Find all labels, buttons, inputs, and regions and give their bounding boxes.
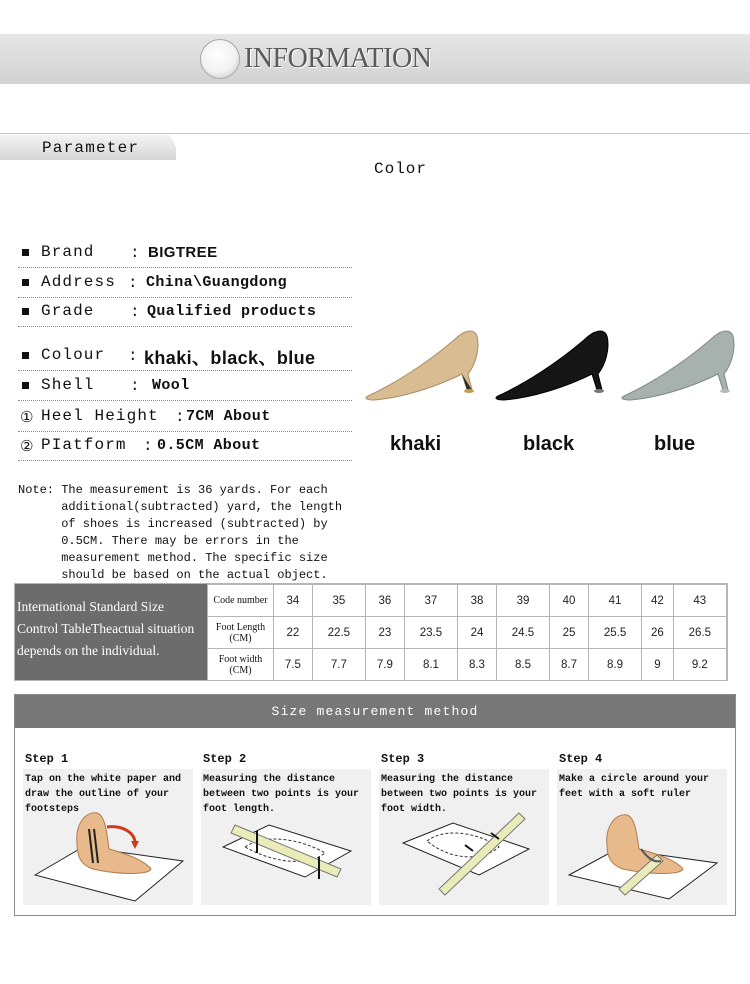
table-cell: 24.5 [496, 617, 549, 649]
banner-title: INFORMATION [244, 43, 432, 74]
spec-label: Address [41, 273, 116, 291]
spec-label: Shell [41, 376, 95, 394]
step-text: Tap on the white paper and draw the outline of your footsteps [25, 774, 182, 815]
spec-label: PIatform [41, 436, 127, 454]
spec-label: Grade [41, 302, 95, 320]
spec-separator: : [143, 437, 153, 455]
size-table-caption [15, 584, 207, 680]
spec-value: Qualified products [147, 303, 317, 320]
step-2 [201, 747, 371, 907]
step-label: Step 4 [559, 752, 603, 766]
spec-label: Heel Height [41, 407, 159, 425]
table-cell: 7.5 [274, 649, 313, 681]
color-label: Color [374, 160, 428, 178]
spec-value: China\Guangdong [146, 274, 288, 291]
table-cell: 8.1 [404, 649, 457, 681]
table-cell: 41 [588, 585, 641, 617]
step-label: Step 1 [25, 752, 69, 766]
note-line: 0.5CM. There may be errors in the [18, 534, 299, 548]
table-cell: 35 [312, 585, 365, 617]
spec-grade [18, 299, 352, 327]
shoe-khaki-image [364, 318, 482, 404]
table-cell: 37 [404, 585, 457, 617]
spec-value: BIGTREE [148, 244, 218, 261]
spec-platform [18, 433, 352, 461]
spec-separator: : [130, 244, 140, 262]
table-row [208, 649, 727, 681]
table-cell: 39 [496, 585, 549, 617]
foot-width-illustration [379, 803, 549, 903]
spec-heel-height [18, 404, 352, 432]
step-label: Step 2 [203, 752, 247, 766]
spec-value: 0.5CM About [157, 437, 261, 454]
marker-two-icon: ② [20, 437, 34, 455]
shoe-name-blue: blue [654, 433, 696, 455]
spec-address [18, 270, 352, 298]
spec-colour [18, 343, 352, 371]
shoe-black-body [496, 331, 608, 400]
table-cell: 36 [366, 585, 405, 617]
bullet-icon [22, 308, 29, 315]
step-text: Make a circle around your feet with a soft ruler [559, 774, 710, 800]
spec-value: khaki、black、blue [144, 348, 316, 368]
foot-circumference-illustration [557, 803, 727, 903]
spec-separator: : [130, 377, 140, 395]
parameter-divider [0, 133, 750, 134]
step-label: Step 3 [381, 752, 425, 766]
table-cell: 43 [673, 585, 726, 617]
measurement-method [14, 694, 736, 916]
bullet-icon [22, 279, 29, 286]
row-header: Foot width (CM) [208, 649, 274, 681]
shoe-name-khaki: khaki [390, 433, 442, 455]
spec-shell [18, 373, 352, 401]
table-cell: 8.9 [588, 649, 641, 681]
table-cell: 24 [458, 617, 497, 649]
table-cell: 7.9 [366, 649, 405, 681]
spec-label: Colour [41, 346, 106, 364]
step-text: Measuring the distance between two points is your foot width. [381, 774, 538, 815]
spec-separator: : [128, 274, 138, 292]
table-cell: 22.5 [312, 617, 365, 649]
marker-one-icon: ① [20, 408, 34, 426]
row-header: Foot Length (CM) [208, 617, 274, 649]
spec-label: Brand [41, 243, 95, 261]
table-cell: 8.3 [458, 649, 497, 681]
table-cell: 8.5 [496, 649, 549, 681]
table-cell: 7.7 [312, 649, 365, 681]
table-cell: 25.5 [588, 617, 641, 649]
shoe-blue-image [620, 318, 738, 404]
caption-line: Control TableTheactual situation [17, 621, 195, 636]
foot-outline-illustration [23, 803, 193, 903]
row-header: Code number [208, 585, 274, 617]
spec-brand [18, 240, 352, 268]
step-text: Measuring the distance between two points is your foot length. [203, 774, 360, 815]
spec-value: Wool [152, 377, 190, 394]
table-cell: 22 [274, 617, 313, 649]
note-line: additional(subtracted) yard, the length [18, 500, 343, 514]
note-line: measurement method. The specific size [18, 551, 328, 565]
table-cell: 23 [366, 617, 405, 649]
foot-length-illustration [201, 803, 371, 903]
note-line: should be based on the actual object. [18, 568, 328, 582]
banner-circle-icon [200, 39, 240, 79]
information-banner [0, 34, 750, 84]
caption-line: depends on the individual. [17, 643, 160, 658]
bullet-icon [22, 249, 29, 256]
parameter-label: Parameter [42, 139, 140, 157]
table-cell: 26 [642, 617, 673, 649]
spec-separator: : [130, 303, 140, 321]
method-title: Size measurement method [271, 704, 479, 719]
step-4 [557, 747, 727, 907]
table-cell: 40 [550, 585, 589, 617]
size-table [14, 583, 728, 681]
table-cell: 23.5 [404, 617, 457, 649]
spec-separator: : [128, 347, 138, 365]
shoe-black-image [494, 318, 612, 404]
table-cell: 8.7 [550, 649, 589, 681]
table-cell: 34 [274, 585, 313, 617]
step-3 [379, 747, 549, 907]
table-cell: 26.5 [673, 617, 726, 649]
note-line: Note: The measurement is 36 yards. For each [18, 483, 328, 497]
table-cell: 9.2 [673, 649, 726, 681]
bullet-icon [22, 352, 29, 359]
bullet-icon [22, 382, 29, 389]
spec-value: 7CM About [186, 408, 271, 425]
spec-separator: : [175, 408, 185, 426]
step-1 [23, 747, 193, 907]
shoe-name-black: black [523, 433, 575, 455]
method-header [15, 695, 735, 728]
table-cell: 42 [642, 585, 673, 617]
shoe-blue-body [622, 331, 734, 400]
table-cell: 9 [642, 649, 673, 681]
shoe-khaki-body [366, 331, 478, 400]
table-row [208, 585, 727, 617]
table-cell: 25 [550, 617, 589, 649]
table-row [208, 617, 727, 649]
caption-line: International Standard Size [17, 599, 164, 614]
table-cell: 38 [458, 585, 497, 617]
size-grid [207, 584, 727, 681]
note-line: of shoes is increased (subtracted) by [18, 517, 328, 531]
measurement-note [18, 482, 343, 584]
